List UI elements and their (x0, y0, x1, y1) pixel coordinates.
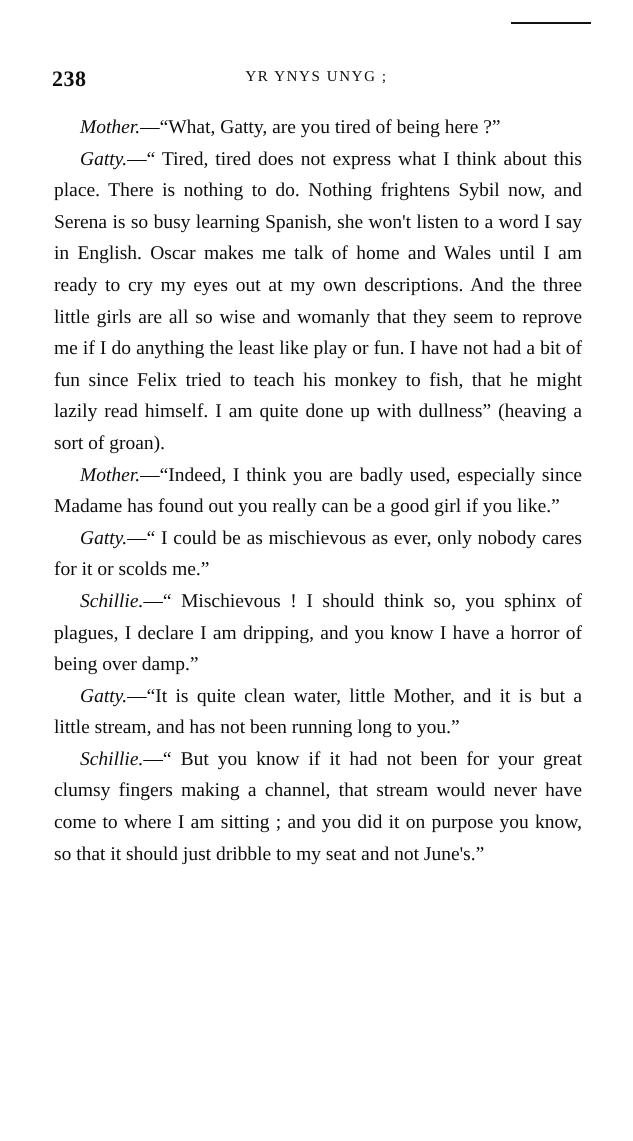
page-number: 238 (52, 66, 87, 91)
speaker-label: Gatty. (80, 685, 128, 707)
body-paragraph (54, 523, 582, 586)
speaker-label: Mother. (80, 117, 141, 138)
paragraph-text: —“ I could be as mischievous as ever, only nobody cares for it or scolds me.” (54, 527, 582, 581)
speaker-label: Schillie. (80, 590, 144, 612)
body-paragraph (54, 112, 582, 144)
speaker-label: Mother. (80, 464, 141, 486)
body-paragraph (54, 586, 582, 681)
paragraph-text: —“Indeed, I think you are badly used, especially since Madame has found out you really can be a good girl if you like.” (54, 464, 582, 518)
paragraph-text: —“It is quite clean water, little Mother, and it is but a little stream, and has not been running long to you.” (54, 685, 582, 739)
speaker-label: Schillie. (80, 748, 144, 770)
page-header (52, 66, 581, 94)
body-paragraph (54, 744, 582, 870)
page-body (54, 112, 582, 870)
paragraph-text: —“What, Gatty, are you tired of being here ?” (140, 117, 501, 138)
speaker-label: Gatty. (80, 148, 128, 170)
paragraph-text: —“ But you know if it had not been for your great clumsy fingers making a channel, that stream would never have come to where I am sitting ; and you did it on purpose you know, so that it should just dribble to my seat and not June's.” (54, 748, 582, 865)
top-rule-mark (511, 22, 591, 24)
speaker-label: Gatty. (80, 527, 128, 549)
body-paragraph (54, 144, 582, 460)
body-paragraph (54, 681, 582, 744)
running-head: YR YNYS UNYG ; (245, 69, 388, 85)
paragraph-text: —“ Mischievous ! I should think so, you sphinx of plagues, I declare I am dripping, and you know I have a horror of being over damp.” (54, 590, 582, 676)
body-paragraph (54, 460, 582, 523)
paragraph-text: —“ Tired, tired does not express what I think about this place. There is nothing to do. Nothing frightens Sybil now, and Serena is so busy learning Spanish, she won't listen to a word I say in English. Oscar makes me talk of home and Wales until I am ready to cry my eyes out at my own descriptions. And the three little girls are all so wise and womanly that they seem to reprove me if I do anything the least like play or fun. I have not had a bit of fun since Felix tried to teach his monkey to fish, that he might lazily read himself. I am quite done up with dullness” (heaving a sort of groan). (54, 148, 582, 454)
